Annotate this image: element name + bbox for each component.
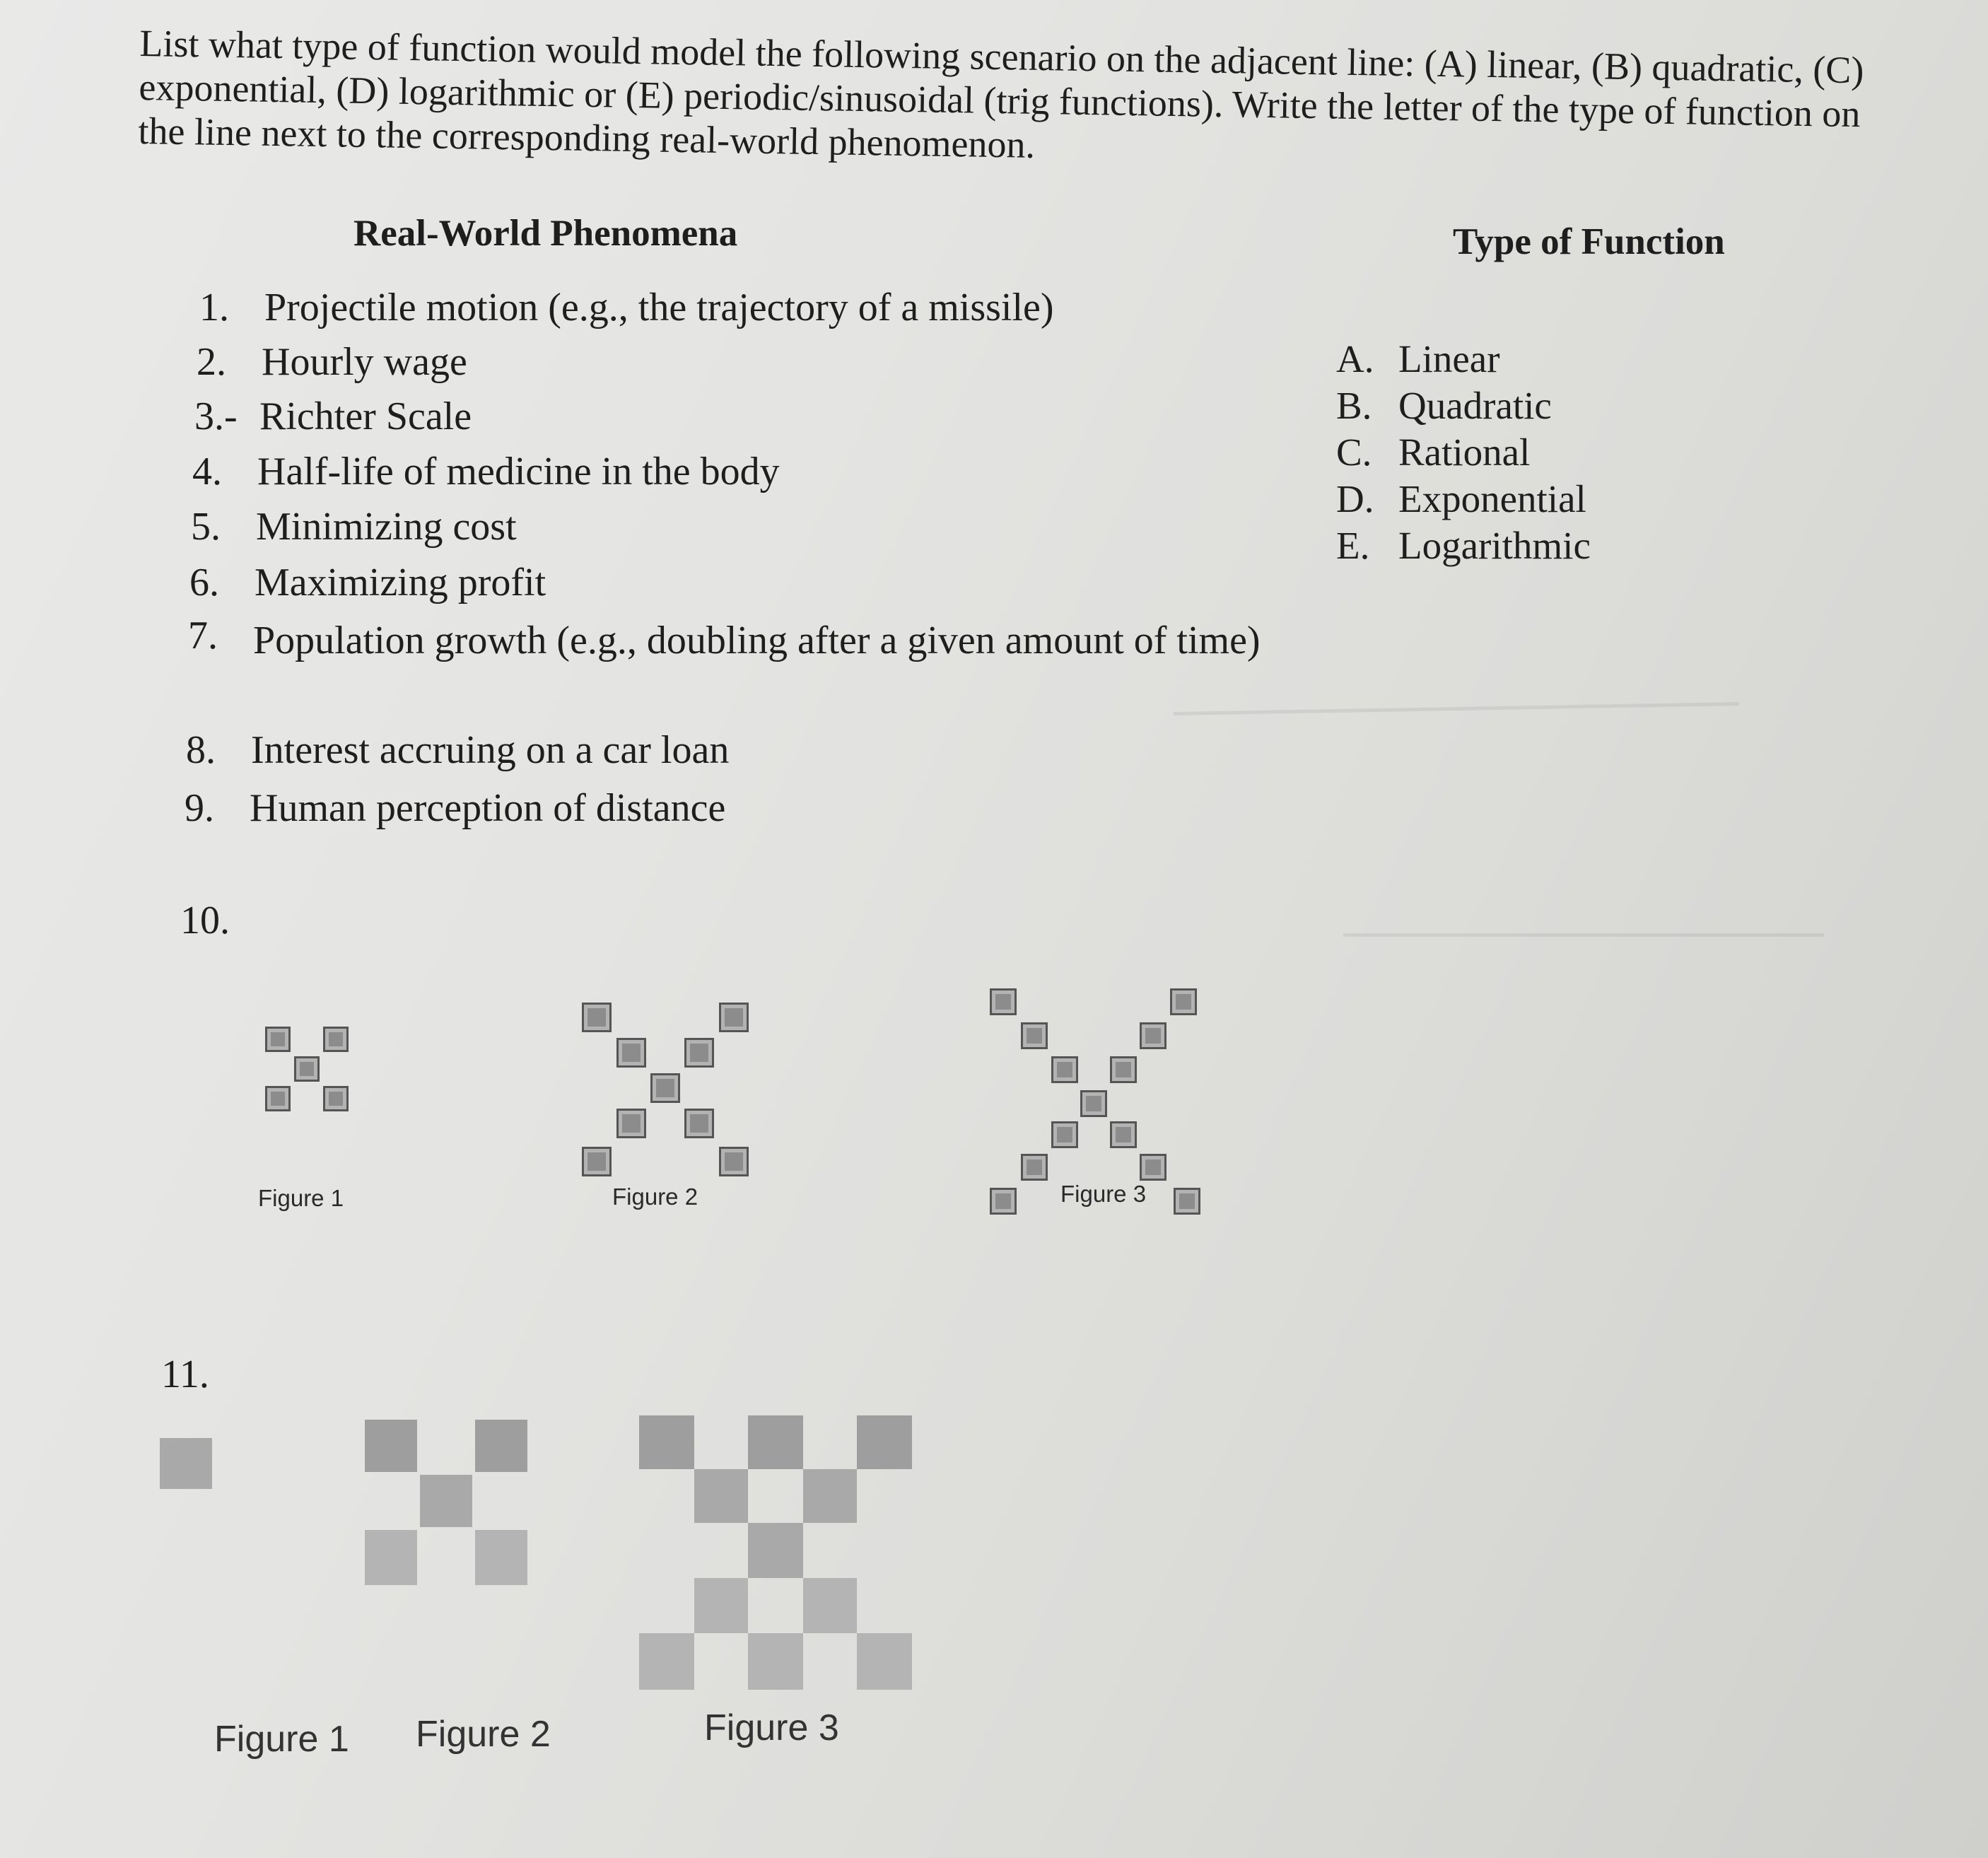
function-type-label: Linear bbox=[1398, 337, 1500, 380]
pattern-tile bbox=[1080, 1090, 1107, 1117]
phenomenon-text: Maximizing profit bbox=[255, 561, 546, 604]
pattern-tile bbox=[323, 1086, 349, 1111]
phenomena-heading: Real-World Phenomena bbox=[353, 213, 738, 254]
pattern-block bbox=[694, 1578, 748, 1633]
pattern-tile bbox=[616, 1038, 646, 1068]
pattern-tile bbox=[684, 1109, 714, 1138]
pattern-tile bbox=[650, 1073, 680, 1103]
function-type-item bbox=[1336, 336, 1591, 382]
pattern-tile bbox=[719, 1003, 749, 1032]
pattern-tile bbox=[1021, 1154, 1048, 1181]
pattern-tile bbox=[616, 1109, 646, 1138]
phenomenon-number: 2. bbox=[197, 340, 226, 384]
pattern-tile bbox=[1110, 1121, 1137, 1148]
function-type-letter: B. bbox=[1336, 384, 1372, 427]
pattern-tile bbox=[990, 988, 1017, 1015]
phenomenon-text: Human perception of distance bbox=[250, 786, 726, 830]
question-10-number: 10. bbox=[180, 899, 230, 942]
bleed-through-line bbox=[1343, 933, 1824, 937]
function-type-label: Exponential bbox=[1398, 477, 1586, 520]
q10-figure-1-caption: Figure 1 bbox=[258, 1185, 344, 1211]
phenomenon-text: Richter Scale bbox=[259, 395, 472, 438]
phenomenon-text: Population growth (e.g., doubling after a given amount of time) bbox=[253, 619, 1261, 662]
phenomenon-text: Projectile motion (e.g., the trajectory of a missile) bbox=[264, 286, 1054, 329]
pattern-tile bbox=[265, 1086, 291, 1111]
pattern-tile bbox=[1051, 1056, 1078, 1083]
q11-figure-1-caption: Figure 1 bbox=[214, 1719, 349, 1760]
phenomenon-number: 3.- bbox=[194, 395, 238, 438]
bleed-through-line bbox=[1174, 702, 1739, 715]
pattern-block bbox=[748, 1415, 803, 1469]
pattern-tile bbox=[582, 1003, 612, 1032]
phenomenon-number: 8. bbox=[186, 728, 216, 772]
function-type-item bbox=[1336, 476, 1591, 522]
pattern-block bbox=[475, 1420, 527, 1472]
phenomenon-text: Half-life of medicine in the body bbox=[257, 450, 780, 493]
pattern-tile bbox=[1110, 1056, 1137, 1083]
q10-figure-3-caption: Figure 3 bbox=[1060, 1181, 1147, 1207]
pattern-tile bbox=[1140, 1154, 1167, 1181]
pattern-tile bbox=[582, 1147, 612, 1176]
pattern-tile bbox=[294, 1056, 320, 1082]
pattern-block bbox=[365, 1420, 417, 1472]
phenomenon-number: 4. bbox=[192, 450, 222, 493]
pattern-block bbox=[639, 1633, 694, 1690]
pattern-block bbox=[694, 1469, 748, 1523]
phenomenon-number: 1. bbox=[199, 286, 229, 329]
function-type-label: Rational bbox=[1398, 431, 1531, 474]
pattern-block bbox=[420, 1475, 472, 1527]
function-type-item bbox=[1336, 522, 1591, 569]
function-type-label: Logarithmic bbox=[1398, 524, 1591, 567]
function-type-letter: E. bbox=[1336, 524, 1370, 567]
pattern-block bbox=[803, 1578, 857, 1633]
q10-figure-2-caption: Figure 2 bbox=[612, 1184, 698, 1210]
pattern-block bbox=[857, 1633, 912, 1690]
phenomenon-number: 6. bbox=[189, 561, 219, 604]
pattern-block bbox=[748, 1633, 803, 1690]
phenomenon-number: 9. bbox=[185, 786, 214, 830]
pattern-tile bbox=[990, 1188, 1017, 1215]
function-type-list bbox=[1336, 336, 1591, 569]
q11-figure-2-caption: Figure 2 bbox=[416, 1714, 551, 1755]
function-type-letter: A. bbox=[1336, 337, 1374, 380]
q11-figure-3-caption: Figure 3 bbox=[704, 1707, 839, 1748]
pattern-tile bbox=[323, 1027, 349, 1052]
pattern-tile bbox=[1051, 1121, 1078, 1148]
pattern-tile bbox=[265, 1027, 291, 1052]
function-type-letter: C. bbox=[1336, 431, 1372, 474]
function-type-label: Quadratic bbox=[1398, 384, 1552, 427]
pattern-block bbox=[160, 1438, 212, 1489]
instructions-text: List what type of function would model the following scenario on the adjacent line: (A) linear, (B) quadratic, (C) exponential, (D) logarithmic or (E) periodic/sinusoidal (trig functions). Write the letter of the type of function on the line next to the corresponding real-world phenomenon. bbox=[138, 21, 1864, 166]
pattern-block bbox=[803, 1469, 857, 1523]
function-type-heading: Type of Function bbox=[1453, 221, 1725, 262]
phenomenon-text: Interest accruing on a car loan bbox=[251, 728, 730, 772]
pattern-tile bbox=[1021, 1022, 1048, 1049]
phenomenon-text: Minimizing cost bbox=[256, 505, 517, 549]
pattern-block bbox=[365, 1530, 417, 1585]
pattern-block bbox=[857, 1415, 912, 1469]
function-type-letter: D. bbox=[1336, 477, 1374, 520]
pattern-tile bbox=[1140, 1022, 1167, 1049]
pattern-block bbox=[475, 1530, 527, 1585]
phenomenon-number: 7. bbox=[188, 614, 218, 658]
function-type-item bbox=[1336, 382, 1591, 429]
question-11-number: 11. bbox=[161, 1352, 209, 1396]
pattern-tile bbox=[1170, 988, 1197, 1015]
phenomenon-number: 5. bbox=[191, 505, 221, 549]
pattern-tile bbox=[719, 1147, 749, 1176]
phenomenon-text: Hourly wage bbox=[262, 340, 467, 384]
pattern-block bbox=[748, 1523, 803, 1578]
function-type-item bbox=[1336, 429, 1591, 476]
pattern-tile bbox=[684, 1038, 714, 1068]
pattern-block bbox=[639, 1415, 694, 1469]
pattern-tile bbox=[1174, 1188, 1200, 1215]
